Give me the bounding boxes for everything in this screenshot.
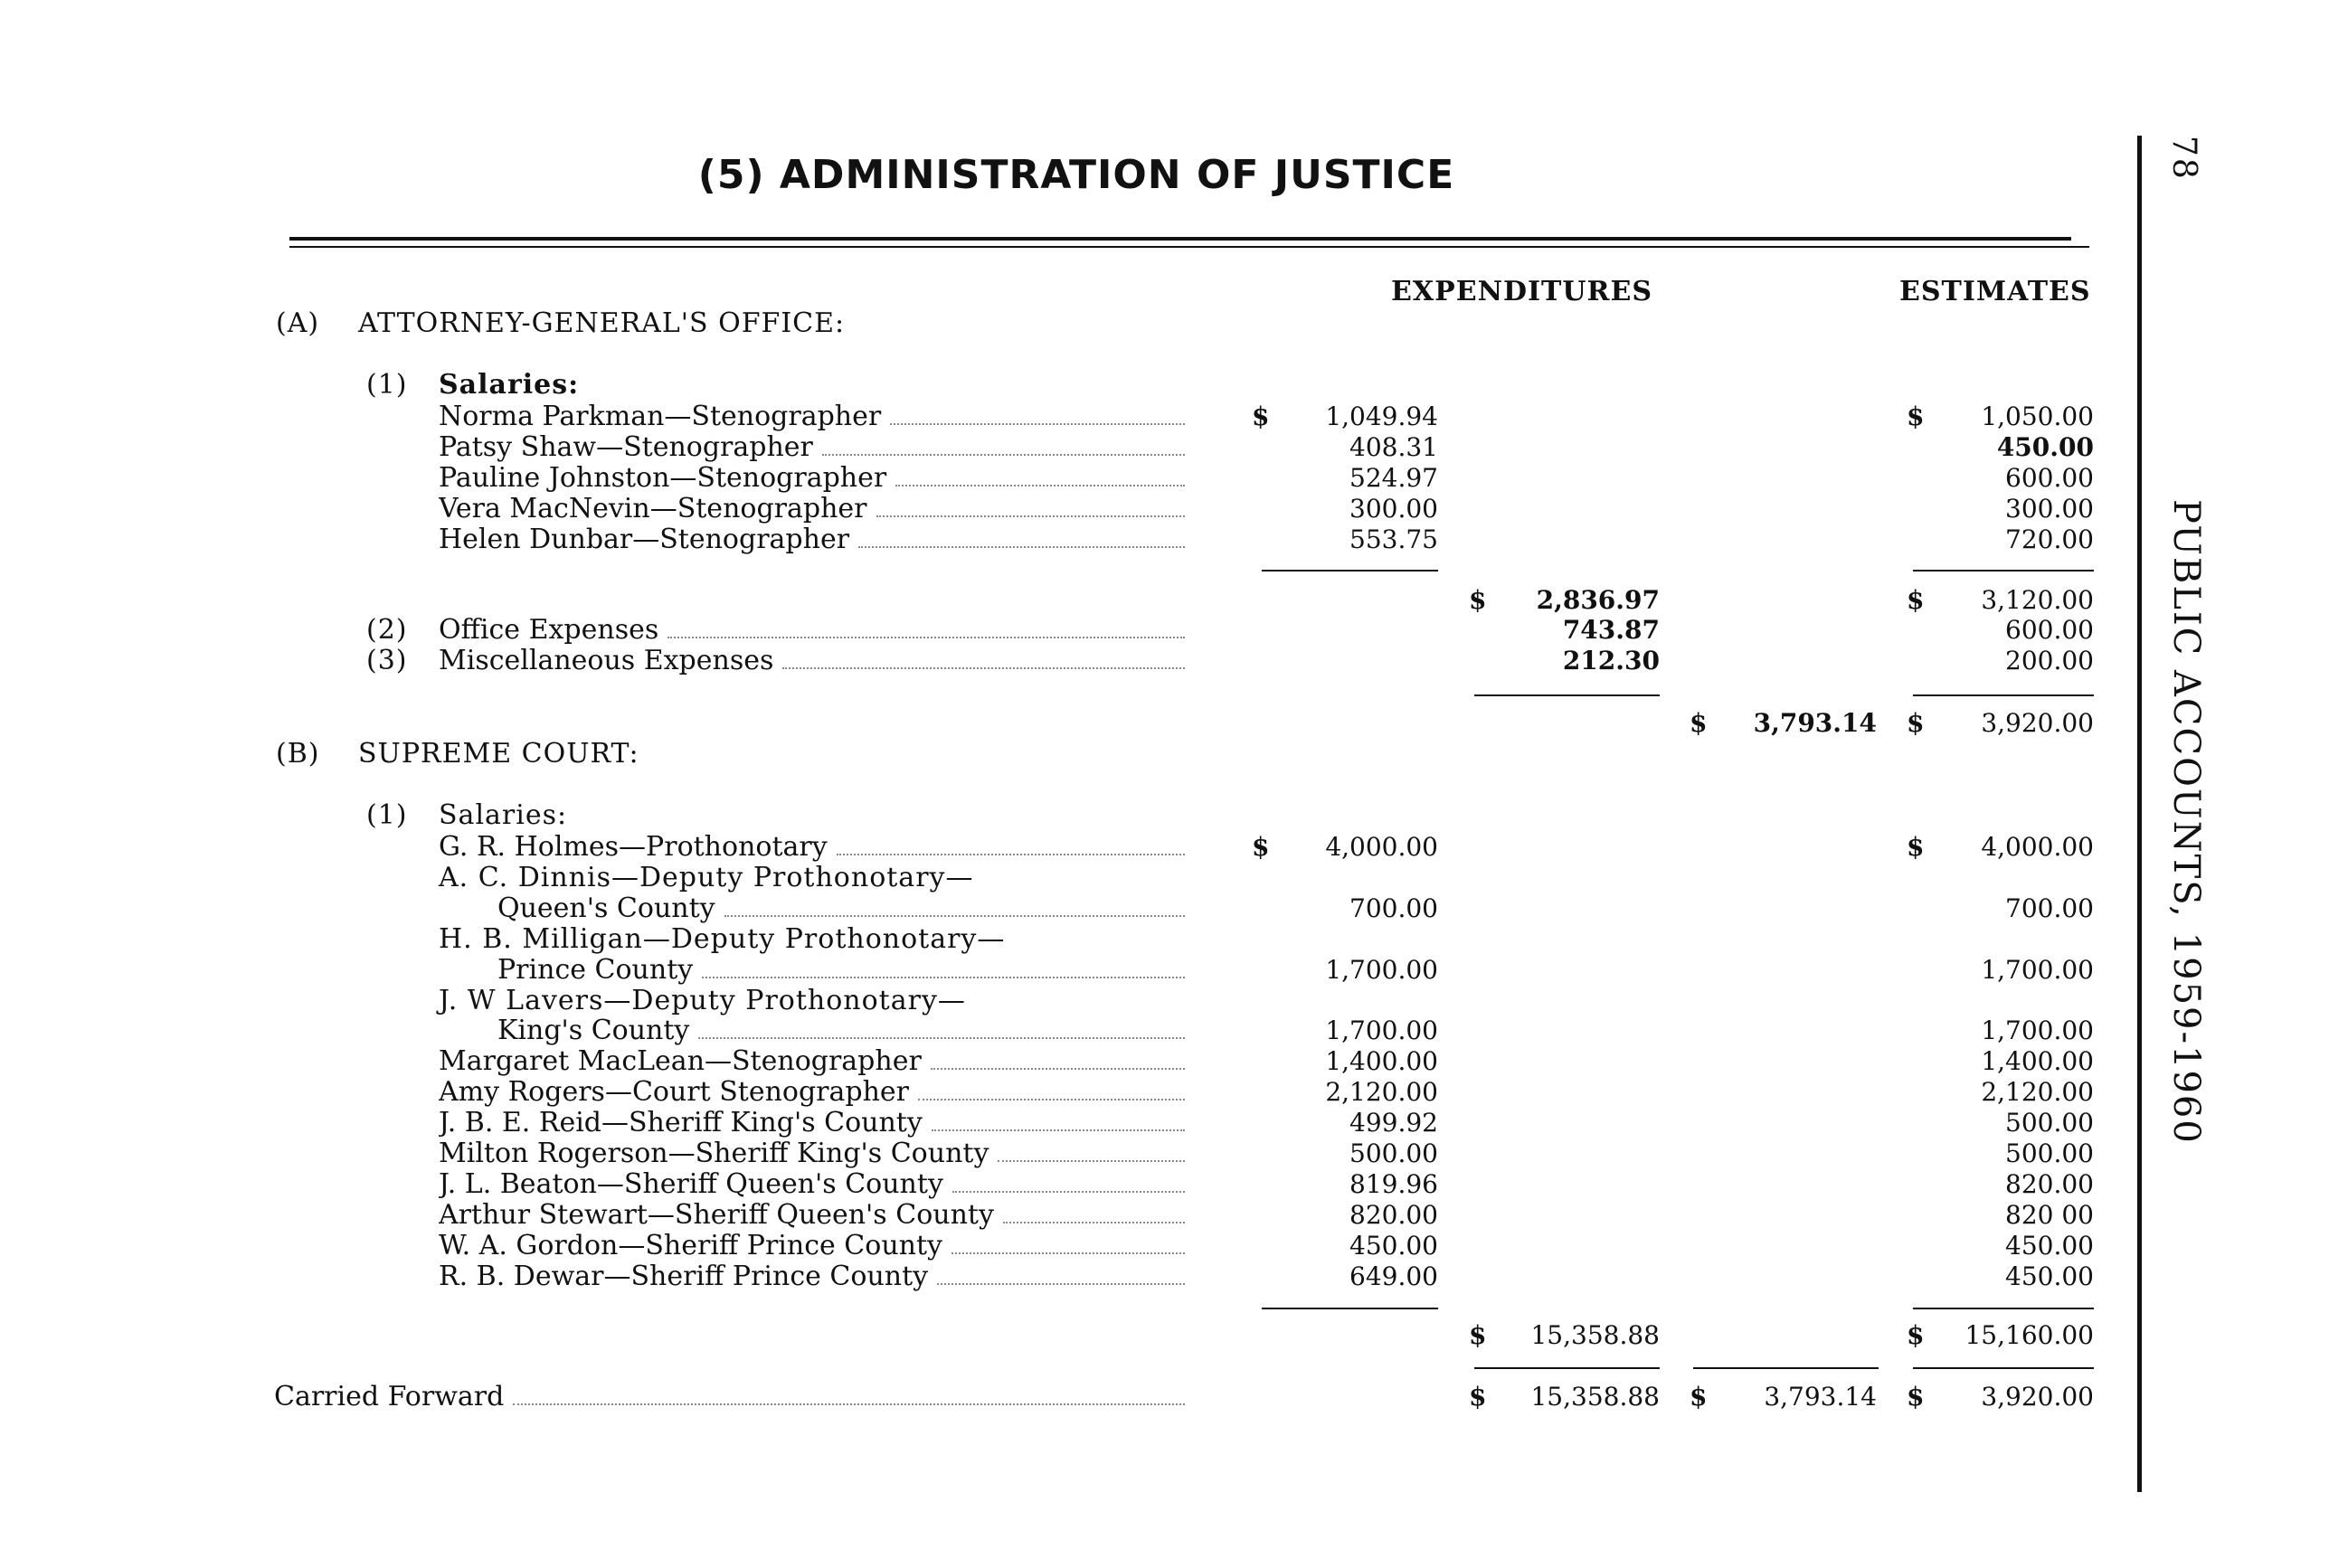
office-expenses-label: Office Expenses bbox=[439, 614, 1185, 647]
section-b-salaries-num: (1) bbox=[366, 799, 408, 831]
salary-name: Arthur Stewart—Sheriff Queen's County bbox=[439, 1199, 1185, 1232]
salary-name: W. A. Gordon—Sheriff Prince County bbox=[439, 1230, 1185, 1262]
salary-estimate: 450.00 bbox=[1996, 432, 2094, 462]
salary-expenditure: 499.92 bbox=[1349, 1108, 1438, 1138]
rule-b-salaries-est bbox=[1913, 1308, 2094, 1309]
misc-expenses-label: Miscellaneous Expenses bbox=[439, 645, 1185, 677]
office-expenses-exp: 743.87 bbox=[1562, 615, 1660, 645]
salary-name: Milton Rogerson—Sheriff King's County bbox=[439, 1138, 1185, 1170]
currency-sign: $ bbox=[1907, 832, 1925, 862]
currency-sign: $ bbox=[1469, 1382, 1487, 1412]
section-a-salaries-label: Salaries: bbox=[439, 369, 580, 401]
running-header: PUBLIC ACCOUNTS, 1959-1960 bbox=[2165, 499, 2207, 1145]
salary-expenditure: 450.00 bbox=[1349, 1231, 1438, 1261]
section-a-title: ATTORNEY-GENERAL'S OFFICE: bbox=[358, 307, 846, 339]
salary-estimate: 820 00 bbox=[2005, 1200, 2094, 1230]
salary-estimate: 4,000.00 bbox=[1981, 832, 2094, 862]
salary-estimate: 2,120.00 bbox=[1981, 1077, 2094, 1107]
salary-estimate: 450.00 bbox=[2005, 1261, 2094, 1291]
margin-rule bbox=[2137, 136, 2142, 1492]
a-total-est: 3,920.00 bbox=[1981, 708, 2094, 738]
misc-expenses-exp: 212.30 bbox=[1562, 646, 1660, 675]
salary-expenditure: 1,400.00 bbox=[1325, 1046, 1438, 1076]
salary-expenditure: 4,000.00 bbox=[1325, 832, 1438, 862]
salary-name: R. B. Dewar—Sheriff Prince County bbox=[439, 1261, 1185, 1293]
rule-a-salaries bbox=[1262, 570, 1438, 571]
salary-estimate: 500.00 bbox=[2005, 1138, 2094, 1168]
salary-estimate: 700.00 bbox=[2005, 893, 2094, 923]
misc-expenses-num: (3) bbox=[366, 645, 408, 676]
currency-sign: $ bbox=[1690, 708, 1708, 738]
currency-sign: $ bbox=[1252, 401, 1270, 431]
salary-name-line2: King's County bbox=[497, 1015, 1185, 1047]
office-expenses-est: 600.00 bbox=[2005, 615, 2094, 645]
salary-expenditure: 819.96 bbox=[1349, 1169, 1438, 1199]
salary-expenditure: 700.00 bbox=[1349, 893, 1438, 923]
currency-sign: $ bbox=[1252, 832, 1270, 862]
rule-a-salaries-est bbox=[1913, 570, 2094, 571]
currency-sign: $ bbox=[1690, 1382, 1708, 1412]
carried-forward-exp-b: 15,358.88 bbox=[1530, 1382, 1660, 1412]
currency-sign: $ bbox=[1907, 1382, 1925, 1412]
salary-name: Vera MacNevin—Stenographer bbox=[439, 493, 1185, 525]
title-rule bbox=[289, 237, 2071, 241]
salary-estimate: 1,050.00 bbox=[1981, 401, 2094, 431]
currency-sign: $ bbox=[1907, 401, 1925, 431]
rule-a-total-est bbox=[1913, 694, 2094, 696]
rule-forward-1 bbox=[1474, 1367, 1660, 1369]
section-b-heading: (B) bbox=[276, 738, 320, 770]
salary-estimate: 1,700.00 bbox=[1981, 1015, 2094, 1045]
rule-b-salaries bbox=[1262, 1308, 1438, 1309]
rule-forward-3 bbox=[1913, 1367, 2094, 1369]
salary-name-line1: H. B. Milligan—Deputy Prothonotary— bbox=[439, 923, 1006, 955]
section-b-salaries-label: Salaries: bbox=[439, 799, 568, 831]
a-salaries-total-exp: 2,836.97 bbox=[1536, 585, 1660, 615]
currency-sign: $ bbox=[1907, 585, 1925, 615]
salary-name: J. L. Beaton—Sheriff Queen's County bbox=[439, 1168, 1185, 1201]
estimates-heading: ESTIMATES bbox=[1899, 276, 2091, 307]
salary-name-line2: Prince County bbox=[497, 954, 1185, 987]
currency-sign: $ bbox=[1907, 1320, 1925, 1350]
salary-estimate: 820.00 bbox=[2005, 1169, 2094, 1199]
salary-expenditure: 524.97 bbox=[1349, 463, 1438, 493]
expenditures-heading: EXPENDITURES bbox=[1391, 276, 1652, 307]
carried-forward-est: 3,920.00 bbox=[1981, 1382, 2094, 1412]
salary-name: Norma Parkman—Stenographer bbox=[439, 401, 1185, 433]
page-title: (5) ADMINISTRATION OF JUSTICE bbox=[697, 152, 1455, 198]
salary-expenditure: 408.31 bbox=[1349, 432, 1438, 462]
salary-estimate: 720.00 bbox=[2005, 524, 2094, 554]
salary-estimate: 600.00 bbox=[2005, 463, 2094, 493]
salary-estimate: 500.00 bbox=[2005, 1108, 2094, 1138]
salary-name-line1: J. W Lavers—Deputy Prothonotary— bbox=[439, 985, 966, 1016]
b-salaries-total-est: 15,160.00 bbox=[1965, 1320, 2094, 1350]
section-a-salaries-num: (1) bbox=[366, 369, 408, 401]
salary-estimate: 450.00 bbox=[2005, 1231, 2094, 1261]
salary-name: Margaret MacLean—Stenographer bbox=[439, 1045, 1185, 1078]
salary-estimate: 1,700.00 bbox=[1981, 955, 2094, 985]
salary-expenditure: 1,700.00 bbox=[1325, 955, 1438, 985]
rule-forward-2 bbox=[1693, 1367, 1879, 1369]
salary-expenditure: 553.75 bbox=[1349, 524, 1438, 554]
section-a-heading: (A) bbox=[276, 307, 320, 339]
salary-estimate: 1,400.00 bbox=[1981, 1046, 2094, 1076]
salary-expenditure: 1,049.94 bbox=[1325, 401, 1438, 431]
salary-expenditure: 1,700.00 bbox=[1325, 1015, 1438, 1045]
carried-forward-exp-a: 3,793.14 bbox=[1764, 1382, 1877, 1412]
salary-estimate: 300.00 bbox=[2005, 494, 2094, 524]
title-rule-thin bbox=[289, 246, 2089, 248]
salary-name: G. R. Holmes—Prothonotary bbox=[439, 831, 1185, 864]
salary-expenditure: 500.00 bbox=[1349, 1138, 1438, 1168]
salary-name: Patsy Shaw—Stenographer bbox=[439, 431, 1185, 464]
currency-sign: $ bbox=[1907, 708, 1925, 738]
office-expenses-num: (2) bbox=[366, 614, 408, 646]
salary-expenditure: 2,120.00 bbox=[1325, 1077, 1438, 1107]
salary-name-line1: A. C. Dinnis—Deputy Prothonotary— bbox=[439, 862, 974, 893]
carried-forward-label: Carried Forward bbox=[274, 1381, 1185, 1413]
misc-expenses-est: 200.00 bbox=[2005, 646, 2094, 675]
salary-name: Pauline Johnston—Stenographer bbox=[439, 462, 1185, 495]
salary-expenditure: 820.00 bbox=[1349, 1200, 1438, 1230]
currency-sign: $ bbox=[1469, 585, 1487, 615]
section-b-title: SUPREME COURT: bbox=[358, 738, 639, 770]
b-salaries-total-exp: 15,358.88 bbox=[1530, 1320, 1660, 1350]
salary-expenditure: 300.00 bbox=[1349, 494, 1438, 524]
salary-name: J. B. E. Reid—Sheriff King's County bbox=[439, 1107, 1185, 1139]
page-number: 78 bbox=[2165, 136, 2202, 181]
salary-name: Amy Rogers—Court Stenographer bbox=[439, 1076, 1185, 1109]
salary-expenditure: 649.00 bbox=[1349, 1261, 1438, 1291]
a-salaries-total-est: 3,120.00 bbox=[1981, 585, 2094, 615]
salary-name-line2: Queen's County bbox=[497, 893, 1185, 925]
a-total-exp: 3,793.14 bbox=[1753, 708, 1877, 738]
salary-name: Helen Dunbar—Stenographer bbox=[439, 524, 1185, 556]
rule-a-total bbox=[1474, 694, 1660, 696]
currency-sign: $ bbox=[1469, 1320, 1487, 1350]
